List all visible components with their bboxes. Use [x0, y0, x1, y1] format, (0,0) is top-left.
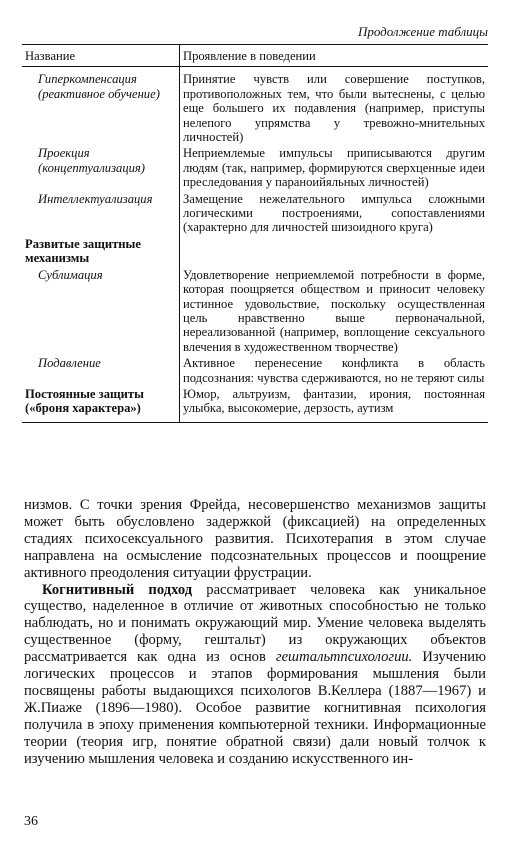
column-header-behavior: Проявление в поведении	[180, 45, 489, 67]
mechanism-behavior: Удовлетворение неприемлемой потребности в форме, которая поощряется обществом и приносит человеку истинное удовольствие, поскольку осуществленная цель нравственно выше первоначальной, нереализованной (например, воплощение сексуального влечения в художественном творчестве)	[180, 268, 489, 356]
bold-term: Когнитивный подход	[42, 581, 193, 598]
mechanism-name: Подавление	[38, 356, 101, 371]
table-row	[22, 268, 488, 356]
text-run: Изучению логических процессов и этапов формирования мышления были посвящены работы выдающихся психологов В.Келлера (1887—1967) и Ж.Пиаже (1896—1980). Особое развитие когнитивная психология получила в эпоху применения компьютерной техники. Информационные теории (теория игр, понятие обратной связи) дали новый толчок к изучению мышления человека и созданию искусственного ин-	[24, 649, 486, 767]
table-row	[22, 192, 488, 237]
mechanism-behavior: Юмор, альтруизм, фантазии, ирония, постоянная улыбка, высокомерие, дерзость, аутизм	[180, 387, 489, 422]
table-row	[22, 67, 488, 147]
mechanism-behavior: Замещение нежелательного импульса сложными логическими построениями, сопоставлениями (характерно для личностей шизоидного круга)	[180, 192, 489, 237]
mechanism-name: Гиперкомпенсация (реактивное обучение)	[38, 72, 160, 101]
text-run: рассматривает человека как уникальное существо, наделенное в отличие от животных способностью не только наблюдать, но и понимать окружающий мир. Умение человека выделять существенное (форму, гештальт) из окружающих объектов рассматривается как одна из основ	[24, 581, 486, 666]
empty-cell	[180, 237, 489, 268]
mechanism-group-title: Развитые защитные механизмы	[25, 236, 141, 266]
table-group-row	[22, 237, 488, 268]
table-row	[22, 146, 488, 191]
paragraph	[24, 582, 486, 768]
continued-header: Продолжение таблицы	[357, 24, 488, 39]
mechanism-behavior: Неприемлемые импульсы приписываются другим людям (так, например, формируются сверхценные идеи преследования у параноийяльных личностей)	[180, 146, 489, 191]
defense-mechanisms-table	[22, 44, 488, 423]
mechanism-name: Проекция (концептуализация)	[38, 146, 145, 175]
italic-term: гештальтпсихологии.	[275, 649, 413, 666]
body-text	[24, 497, 486, 768]
table-row	[22, 356, 488, 387]
table-row	[22, 387, 488, 422]
mechanism-name: Сублимация	[38, 267, 103, 282]
mechanism-behavior: Активное перенесение конфликта в область подсознания: чувства сдерживаются, но не теряют силы	[180, 356, 489, 387]
table-header-row	[22, 45, 488, 67]
mechanism-behavior: Принятие чувств или совершение поступков, противоположных тем, что были вытеснены, с целью еще большего их подавления (например, приступы нелепого упрямства у тревожно-мнительных личностей)	[180, 67, 489, 147]
mechanism-group-title: Постоянные защиты («броня характера»)	[22, 387, 180, 422]
mechanism-name: Интеллектуализация	[38, 191, 153, 206]
paragraph: низмов. С точки зрения Фрейда, несовершенство механизмов защиты может быть обусловлено задержкой (фиксацией) на определенных стадиях психосексуального развития. Психотерапия в этом случае направлена на осмысление подсознательных процессов и поощрение активного преодоления ситуации фрустрации.	[24, 497, 486, 581]
column-header-name: Название	[22, 45, 180, 67]
page-number: 36	[24, 814, 38, 829]
